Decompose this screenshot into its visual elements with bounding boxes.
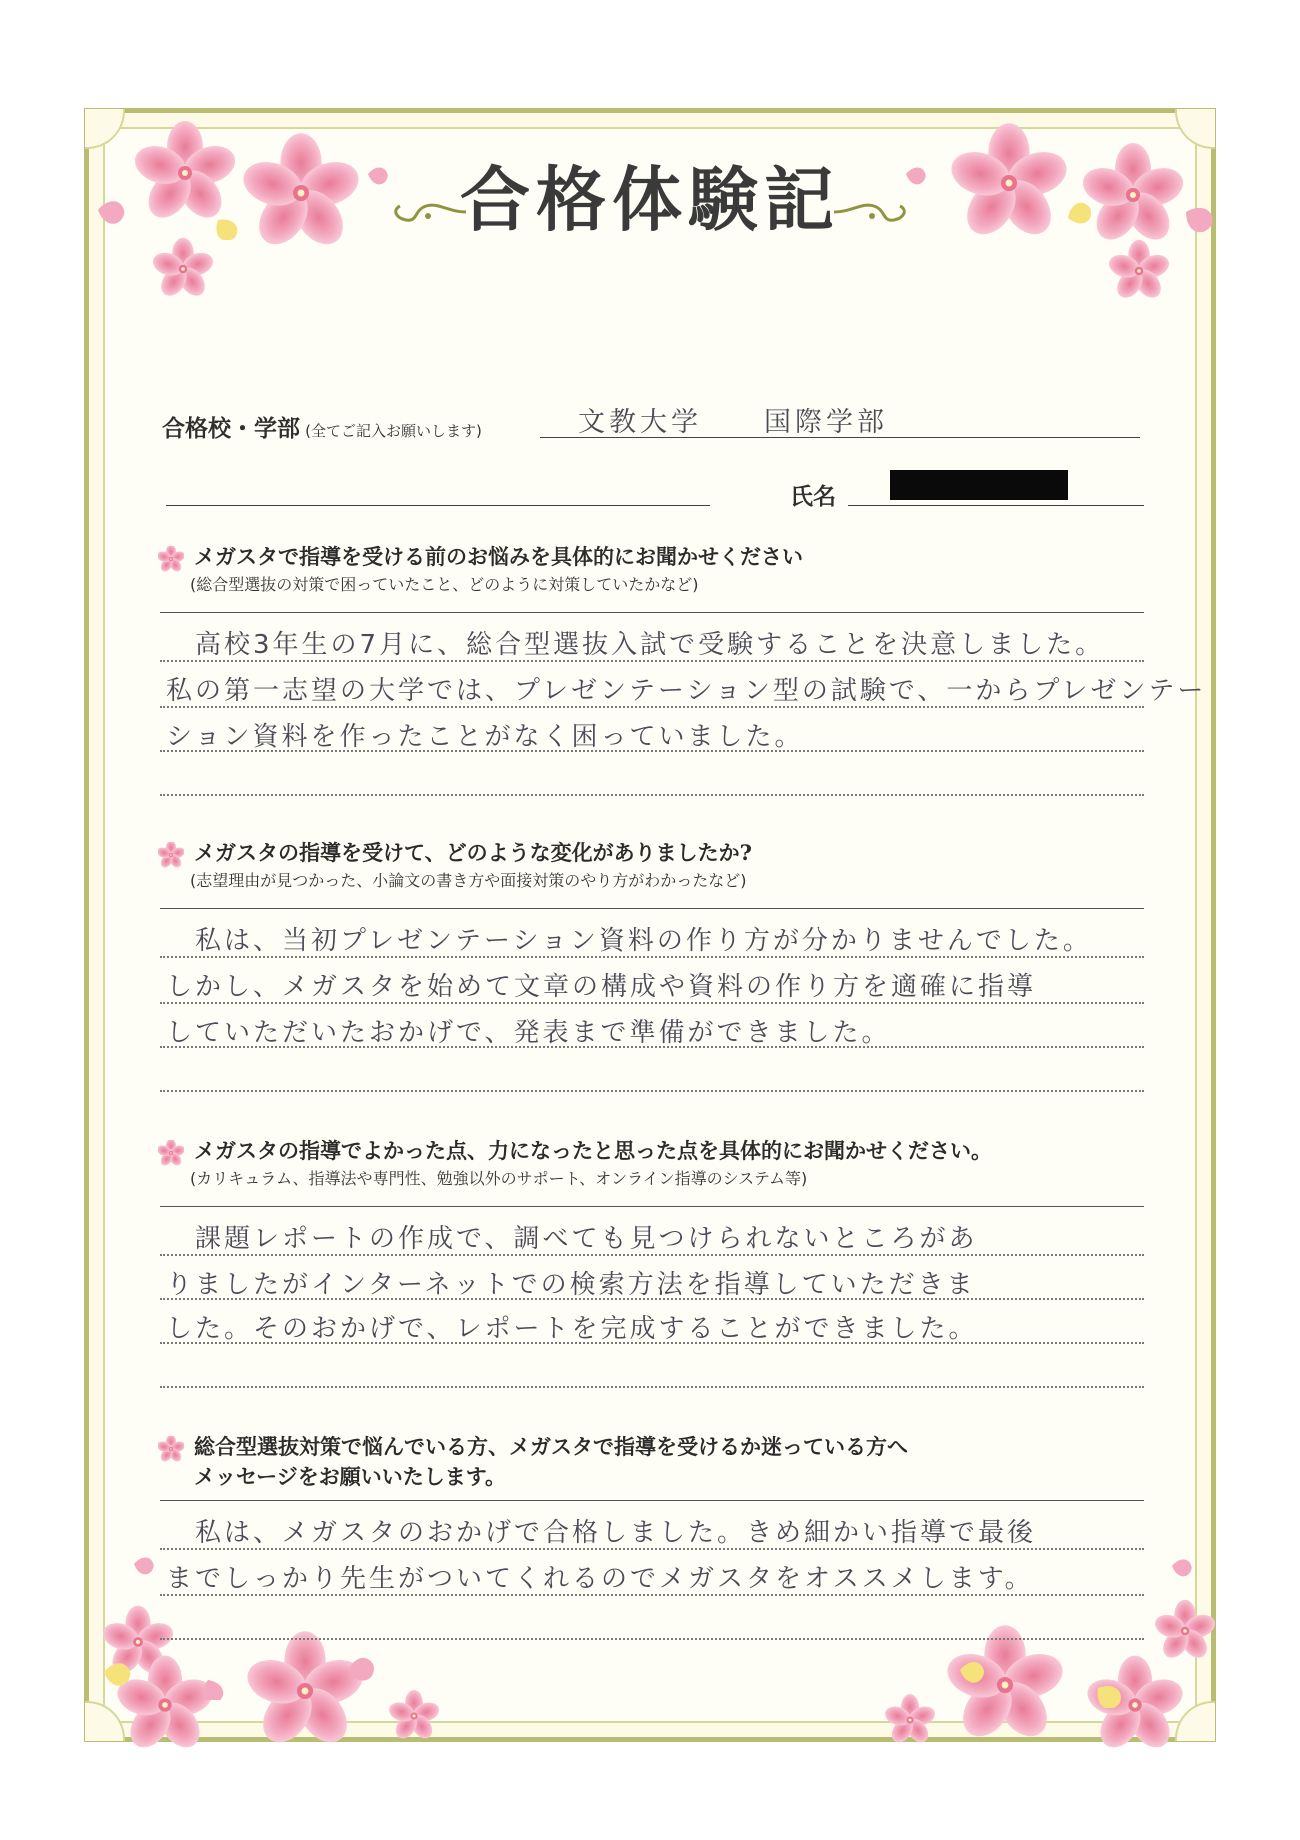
section-1-answer-line: ション資料を作ったことがなく困っていました。: [166, 722, 804, 752]
section-3-answer-line: りましたがインターネットでの検索方法を指導していただきま: [166, 1270, 976, 1300]
section-1-question: メガスタで指導を受ける前のお悩みを具体的にお聞かせください: [194, 544, 803, 569]
section-3-header: [160, 1136, 992, 1192]
section-1-header: [160, 542, 803, 598]
page-title: 合格体験記: [460, 158, 840, 241]
flourish-left-icon: [388, 196, 468, 226]
petal-icon: [952, 1650, 992, 1690]
title-area: [0, 158, 1300, 242]
section-2-answer-line: しかし、メガスタを始めて文章の構成や資料の作り方を適確に指導: [166, 972, 1037, 1002]
section-2-answer-line: していただいたおかげで、発表まで準備ができました。: [166, 1018, 891, 1048]
petal-icon: [200, 1660, 240, 1700]
section-4-question-line2: メッセージをお願いいたします。: [194, 1464, 507, 1489]
section-2-header: [160, 838, 752, 894]
school-label: 合格校・学部: [162, 415, 300, 442]
flourish-right-icon: [832, 196, 912, 226]
sakura-icon: [158, 1140, 184, 1166]
petal-icon: [130, 1550, 160, 1580]
section-4-answer-line: までしっかり先生がついてくれるのでメガスタをオススメします。: [166, 1564, 1034, 1594]
petal-icon: [1090, 1668, 1130, 1708]
section-1-hint: (総合型選抜の対策で困っていたこと、どのように対策していたかなど): [190, 575, 699, 594]
sakura-icon: [1150, 1596, 1220, 1666]
section-1-answer-line: 私の第一志望の大学では、プレゼンテーション型の試験で、一からプレゼンテー: [166, 676, 1207, 706]
section-3-question: メガスタの指導でよかった点、力になったと思った点を具体的にお聞かせください。: [194, 1138, 992, 1163]
petal-icon: [340, 1652, 380, 1692]
redacted-name: [890, 470, 1068, 500]
petal-icon: [1168, 1552, 1198, 1582]
sakura-icon: [148, 234, 218, 304]
section-2-hint: (志望理由が見つかった、小論文の書き方や面接対策のやり方がわかったなど): [190, 871, 747, 890]
section-2-question: メガスタの指導を受けて、どのような変化がありましたか?: [194, 840, 752, 865]
section-3-hint: (カリキュラム、指導法や専門性、勉強以外のサポート、オンライン指導のシステム等): [190, 1169, 808, 1188]
petal-icon: [96, 1652, 136, 1692]
school-value: 文教大学 国際学部: [578, 407, 888, 438]
name-field: [790, 478, 836, 511]
section-3-answer-line: 課題レポートの作成で、調べても見つけられないところがあ: [166, 1224, 978, 1254]
section-3-answer-line: した。そのおかげで、レポートを完成することができました。: [166, 1314, 978, 1344]
sakura-icon: [1104, 236, 1174, 306]
section-4-answer-line: 私は、メガスタのおかげで合格しました。きめ細かい指導で最後: [166, 1518, 1037, 1548]
school-field: [162, 410, 482, 443]
sakura-icon: [880, 1690, 940, 1750]
sakura-icon: [158, 842, 184, 868]
section-4-question: 総合型選抜対策で悩んでいる方、メガスタで指導を受けるか迷っている方へ: [194, 1434, 908, 1459]
section-2-answer-line: 私は、当初プレゼンテーション資料の作り方が分かりませんでした。: [166, 926, 1092, 956]
sakura-icon: [158, 1436, 184, 1462]
sakura-icon: [384, 1686, 444, 1746]
school-note: (全てご記入お願いします): [305, 422, 482, 440]
sakura-icon: [158, 546, 184, 572]
name-label: 氏名: [790, 483, 836, 510]
section-4-header: [160, 1432, 908, 1492]
section-1-answer-line: 高校3年生の7月に、総合型選抜入試で受験することを決意しました。: [166, 630, 1105, 660]
